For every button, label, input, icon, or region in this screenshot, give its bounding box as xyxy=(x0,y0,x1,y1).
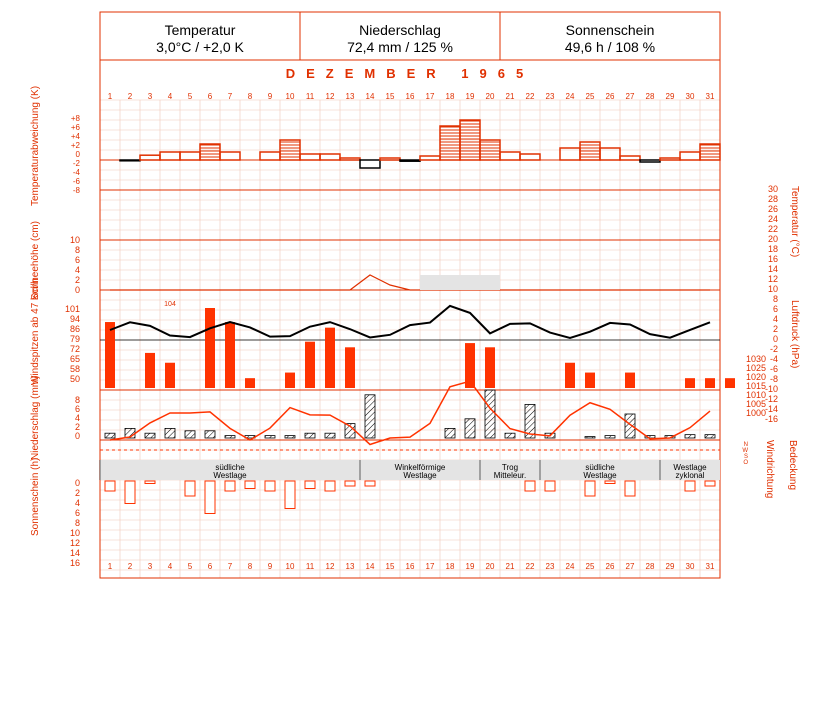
day-label-top: 19 xyxy=(465,92,475,101)
day-label-top: 15 xyxy=(385,92,395,101)
temp-axis-tick: 30 xyxy=(767,184,778,194)
weather-type-label: südliche xyxy=(585,463,615,472)
temp-axis-tick: -6 xyxy=(769,364,778,374)
sunshine-bar xyxy=(125,481,135,504)
weather-type-label: zyklonal xyxy=(675,471,705,480)
temp-dev-bar xyxy=(280,140,300,160)
sun-tick: 14 xyxy=(69,548,80,558)
precip-tick: 6 xyxy=(74,404,80,414)
precip-bar xyxy=(445,428,455,438)
precip-bar xyxy=(105,433,115,438)
precip-bar xyxy=(365,395,375,438)
snow-bg-bar xyxy=(460,275,480,290)
header-sunshine-title: Sonnenschein xyxy=(565,22,655,38)
wind-gust-bar xyxy=(585,373,595,388)
wind-tick: 50 xyxy=(69,374,80,384)
temp-axis-tick: -12 xyxy=(764,394,778,404)
sunshine-bar xyxy=(285,481,295,509)
snow-bg-bar xyxy=(420,275,440,290)
precip-bar xyxy=(145,433,155,438)
day-label-bottom: 25 xyxy=(585,562,595,571)
sunshine-bar xyxy=(325,481,335,491)
wind-gust-bar xyxy=(245,378,255,388)
day-label-bottom: 9 xyxy=(267,562,273,571)
sunshine-bar xyxy=(365,481,375,486)
direction-tick: S xyxy=(743,454,748,460)
temp-axis-tick: -8 xyxy=(769,374,778,384)
label-wind: Windspitzen ab 47 km/h xyxy=(30,278,41,385)
day-label-top: 12 xyxy=(325,92,335,101)
temp-dev-bar xyxy=(420,156,440,160)
wind-peak-annotation: 104 xyxy=(164,301,176,308)
temp-dev-bar xyxy=(260,152,280,160)
temp-dev-bar xyxy=(180,152,200,160)
precip-bar xyxy=(465,419,475,438)
temp-dev-bar xyxy=(460,120,480,160)
snow-tick: 8 xyxy=(74,245,80,255)
temp-axis-tick: 18 xyxy=(767,244,778,254)
precip-tick: 8 xyxy=(74,395,80,405)
sun-tick: 12 xyxy=(69,538,80,548)
day-label-top: 14 xyxy=(365,92,375,101)
day-label-bottom: 31 xyxy=(705,562,715,571)
label-precip: Niederschlag (mm) xyxy=(30,375,41,460)
day-label-bottom: 5 xyxy=(187,562,193,571)
header-precipitation-title: Niederschlag xyxy=(359,22,441,38)
temp-dev-bar xyxy=(660,158,680,160)
precip-bar xyxy=(305,433,315,438)
sunshine-bar xyxy=(145,481,155,484)
wind-gust-bar xyxy=(325,328,335,388)
day-label-bottom: 8 xyxy=(247,562,253,571)
temp-dev-bar xyxy=(440,126,460,160)
wind-gust-bar xyxy=(305,342,315,388)
temp-dev-tick: -4 xyxy=(72,168,80,177)
precip-bar xyxy=(225,436,235,438)
temp-dev-tick: -8 xyxy=(72,186,80,195)
wind-gust-bar xyxy=(225,322,235,388)
day-label-top: 28 xyxy=(645,92,655,101)
day-label-top: 24 xyxy=(565,92,575,101)
weather-type-label: Westlage xyxy=(583,471,617,480)
sunshine-bar xyxy=(185,481,195,496)
direction-tick: W xyxy=(742,448,748,454)
day-label-bottom: 20 xyxy=(485,562,495,571)
sunshine-bar xyxy=(105,481,115,491)
precip-bar xyxy=(205,431,215,438)
temp-axis-tick: 12 xyxy=(767,274,778,284)
temp-axis-tick: -2 xyxy=(769,344,778,354)
day-label-top: 3 xyxy=(147,92,153,101)
precip-tick: 2 xyxy=(74,422,80,432)
precip-bar xyxy=(585,437,595,438)
temp-axis-tick: 28 xyxy=(767,194,778,204)
day-label-bottom: 19 xyxy=(465,562,475,571)
wind-gust-bar xyxy=(285,373,295,388)
precip-tick: 0 xyxy=(74,431,80,441)
weather-type-label: Westlage xyxy=(403,471,437,480)
sunshine-bar xyxy=(705,481,715,486)
precip-bar xyxy=(605,436,615,438)
day-label-top: 18 xyxy=(445,92,455,101)
temp-dev-bar xyxy=(500,152,520,160)
day-label-bottom: 10 xyxy=(285,562,295,571)
precip-bar xyxy=(285,436,295,438)
sun-tick: 16 xyxy=(69,558,80,568)
day-label-top: 6 xyxy=(207,92,213,101)
pressure-tick: 1010 xyxy=(745,390,766,400)
day-label-top: 31 xyxy=(705,92,715,101)
day-label-top: 11 xyxy=(305,92,315,101)
wind-tick: 72 xyxy=(69,344,80,354)
sun-tick: 8 xyxy=(74,518,80,528)
wind-gust-bar xyxy=(705,378,715,388)
day-label-bottom: 14 xyxy=(365,562,375,571)
month-title: DEZEMBER 1965 xyxy=(285,66,535,81)
day-label-top: 7 xyxy=(227,92,233,101)
day-label-top: 1 xyxy=(107,92,113,101)
snow-bg-bar xyxy=(440,275,460,290)
wind-tick: 65 xyxy=(69,354,80,364)
wind-tick: 101 xyxy=(64,304,80,314)
sunshine-bar xyxy=(625,481,635,496)
day-label-top: 5 xyxy=(187,92,193,101)
temp-axis-tick: 26 xyxy=(767,204,778,214)
precip-bar xyxy=(685,435,695,438)
sunshine-bar xyxy=(245,481,255,489)
day-label-top: 9 xyxy=(267,92,273,101)
snow-tick: 2 xyxy=(74,275,80,285)
sunshine-bar xyxy=(225,481,235,491)
day-label-bottom: 1 xyxy=(107,562,113,571)
temp-dev-tick: +6 xyxy=(70,123,80,132)
snow-tick: 0 xyxy=(74,285,80,295)
direction-tick: O xyxy=(743,460,748,466)
temp-axis-tick: -4 xyxy=(769,354,778,364)
day-label-top: 27 xyxy=(625,92,635,101)
day-label-bottom: 2 xyxy=(127,562,133,571)
temp-axis-tick: 22 xyxy=(767,224,778,234)
weather-type-label: Winkelförmige xyxy=(394,463,446,472)
sun-tick: 2 xyxy=(74,488,80,498)
direction-tick: N xyxy=(743,442,748,448)
snow-tick: 6 xyxy=(74,255,80,265)
snow-tick: 4 xyxy=(74,265,80,275)
weather-type-label: Westlage xyxy=(213,471,247,480)
wind-tick: 94 xyxy=(69,314,80,324)
temp-dev-bar xyxy=(480,140,500,160)
temp-axis-tick: 20 xyxy=(767,234,778,244)
wind-gust-bar xyxy=(105,322,115,388)
sun-tick: 4 xyxy=(74,498,80,508)
label-sun: Sonnenschein (h) xyxy=(30,457,41,536)
snow-bg-bar xyxy=(480,275,500,290)
sunshine-bar xyxy=(585,481,595,496)
pressure-tick: 1005 xyxy=(745,399,766,409)
temp-dev-bar xyxy=(400,160,420,161)
temp-dev-bar xyxy=(140,155,160,160)
day-label-bottom: 27 xyxy=(625,562,635,571)
day-label-bottom: 29 xyxy=(665,562,675,571)
day-label-bottom: 16 xyxy=(405,562,415,571)
temp-dev-bar xyxy=(160,152,180,160)
weather-type-label: Mitteleur. xyxy=(493,471,527,480)
sun-tick: 6 xyxy=(74,508,80,518)
precip-bar xyxy=(705,435,715,438)
header-sunshine-value: 49,6 h / 108 % xyxy=(564,39,656,55)
temp-dev-tick: +4 xyxy=(70,132,80,141)
day-label-top: 20 xyxy=(485,92,495,101)
temp-dev-bar xyxy=(360,160,380,168)
wind-gust-bar xyxy=(145,353,155,388)
day-label-bottom: 13 xyxy=(345,562,355,571)
wind-gust-bar xyxy=(625,373,635,388)
day-label-bottom: 12 xyxy=(325,562,335,571)
day-label-top: 23 xyxy=(545,92,555,101)
day-label-top: 21 xyxy=(505,92,515,101)
temp-axis-tick: 16 xyxy=(767,254,778,264)
wind-gust-bar xyxy=(565,363,575,388)
precip-bar xyxy=(185,431,195,438)
temp-dev-bar xyxy=(520,154,540,160)
precip-bar xyxy=(325,433,335,438)
sunshine-bar xyxy=(525,481,535,491)
wind-tick: 86 xyxy=(69,324,80,334)
precip-bar xyxy=(165,428,175,438)
temp-dev-bar xyxy=(580,142,600,160)
sunshine-bar xyxy=(605,481,615,484)
temp-dev-bar xyxy=(680,152,700,160)
precip-bar xyxy=(265,436,275,438)
day-label-top: 4 xyxy=(167,92,173,101)
temp-dev-tick: +8 xyxy=(70,114,80,123)
temp-axis-tick: 2 xyxy=(772,324,778,334)
sunshine-bar xyxy=(305,481,315,489)
sun-tick: 0 xyxy=(74,478,80,488)
day-label-top: 13 xyxy=(345,92,355,101)
day-label-top: 2 xyxy=(127,92,133,101)
pressure-tick: 1000 xyxy=(745,408,766,418)
day-label-top: 25 xyxy=(585,92,595,101)
sun-tick: 10 xyxy=(69,528,80,538)
day-label-top: 30 xyxy=(685,92,695,101)
temp-dev-tick: +2 xyxy=(70,141,80,150)
precip-bar xyxy=(505,433,515,438)
temp-axis-tick: -10 xyxy=(764,384,778,394)
sunshine-bar xyxy=(345,481,355,486)
weather-type-label: südliche xyxy=(215,463,245,472)
wind-gust-bar xyxy=(205,308,215,388)
sunshine-bar xyxy=(265,481,275,491)
temp-dev-tick: -6 xyxy=(72,177,80,186)
temp-axis-tick: -16 xyxy=(764,414,778,424)
day-label-top: 29 xyxy=(665,92,675,101)
wind-gust-bar xyxy=(165,363,175,388)
temp-dev-bar xyxy=(200,144,220,160)
day-label-bottom: 11 xyxy=(305,562,315,571)
weather-type-label: Westlage xyxy=(673,463,707,472)
header-temperature-title: Temperatur xyxy=(164,22,236,38)
label-wind-direction: Windrichtung xyxy=(764,440,775,499)
label-temperature: Temperatur (°C) xyxy=(789,186,800,258)
temp-axis-tick: 8 xyxy=(772,294,778,304)
temp-dev-bar xyxy=(380,158,400,160)
temp-axis-tick: -14 xyxy=(764,404,778,414)
day-label-bottom: 6 xyxy=(207,562,213,571)
day-label-bottom: 23 xyxy=(545,562,555,571)
day-label-top: 17 xyxy=(425,92,435,101)
temp-dev-bar xyxy=(620,156,640,160)
day-label-bottom: 3 xyxy=(147,562,153,571)
day-label-bottom: 21 xyxy=(505,562,515,571)
temp-dev-bar xyxy=(640,160,660,162)
temp-axis-tick: 4 xyxy=(772,314,778,324)
day-label-top: 16 xyxy=(405,92,415,101)
sunshine-bar xyxy=(205,481,215,514)
weather-type-label: Trog xyxy=(501,463,519,472)
temp-axis-tick: 6 xyxy=(772,304,778,314)
temp-dev-bar xyxy=(320,154,340,160)
wind-gust-bar xyxy=(485,347,495,388)
day-label-bottom: 22 xyxy=(525,562,535,571)
wind-tick: 58 xyxy=(69,364,80,374)
temp-axis-tick: 24 xyxy=(767,214,778,224)
pressure-tick: 1020 xyxy=(745,372,766,382)
snow-tick: 10 xyxy=(69,235,80,245)
day-label-bottom: 18 xyxy=(445,562,455,571)
day-label-bottom: 30 xyxy=(685,562,695,571)
precip-tick: 4 xyxy=(74,413,80,423)
day-label-top: 8 xyxy=(247,92,253,101)
sunshine-bar xyxy=(545,481,555,491)
day-label-bottom: 24 xyxy=(565,562,575,571)
temp-dev-bar xyxy=(700,144,720,160)
temp-axis-tick: 0 xyxy=(772,334,778,344)
day-label-top: 10 xyxy=(285,92,295,101)
pressure-tick: 1025 xyxy=(745,363,766,373)
wind-gust-bar xyxy=(725,378,735,388)
wind-tick: 79 xyxy=(69,334,80,344)
label-snow: Schneehöhe (cm) xyxy=(30,221,41,300)
day-label-bottom: 15 xyxy=(385,562,395,571)
temp-axis-tick: 10 xyxy=(767,284,778,294)
pressure-tick: 1030 xyxy=(745,354,766,364)
temp-dev-tick: -2 xyxy=(72,159,80,168)
header-precipitation-value: 72,4 mm / 125 % xyxy=(347,39,453,55)
temp-dev-tick: 0 xyxy=(75,150,80,159)
label-cloud-cover: Bedeckung xyxy=(787,440,798,491)
temp-dev-bar xyxy=(300,154,320,160)
precip-bar xyxy=(485,390,495,438)
header-temperature-value: 3,0°C / +2,0 K xyxy=(156,39,244,55)
temp-dev-bar xyxy=(120,160,140,161)
temp-dev-bar xyxy=(220,152,240,160)
wind-gust-bar xyxy=(345,347,355,388)
temp-axis-tick: 14 xyxy=(767,264,778,274)
day-label-bottom: 7 xyxy=(227,562,233,571)
pressure-tick: 1015 xyxy=(745,381,766,391)
label-pressure: Luftdruck (hPa) xyxy=(789,300,800,369)
day-label-bottom: 28 xyxy=(645,562,655,571)
day-label-bottom: 4 xyxy=(167,562,173,571)
day-label-bottom: 26 xyxy=(605,562,615,571)
sunshine-bar xyxy=(685,481,695,491)
day-label-bottom: 17 xyxy=(425,562,435,571)
day-label-top: 26 xyxy=(605,92,615,101)
wind-gust-bar xyxy=(685,378,695,388)
temp-dev-bar xyxy=(340,158,360,160)
label-temp-deviation: Temperaturabweichung (K) xyxy=(30,85,41,206)
day-label-top: 22 xyxy=(525,92,535,101)
